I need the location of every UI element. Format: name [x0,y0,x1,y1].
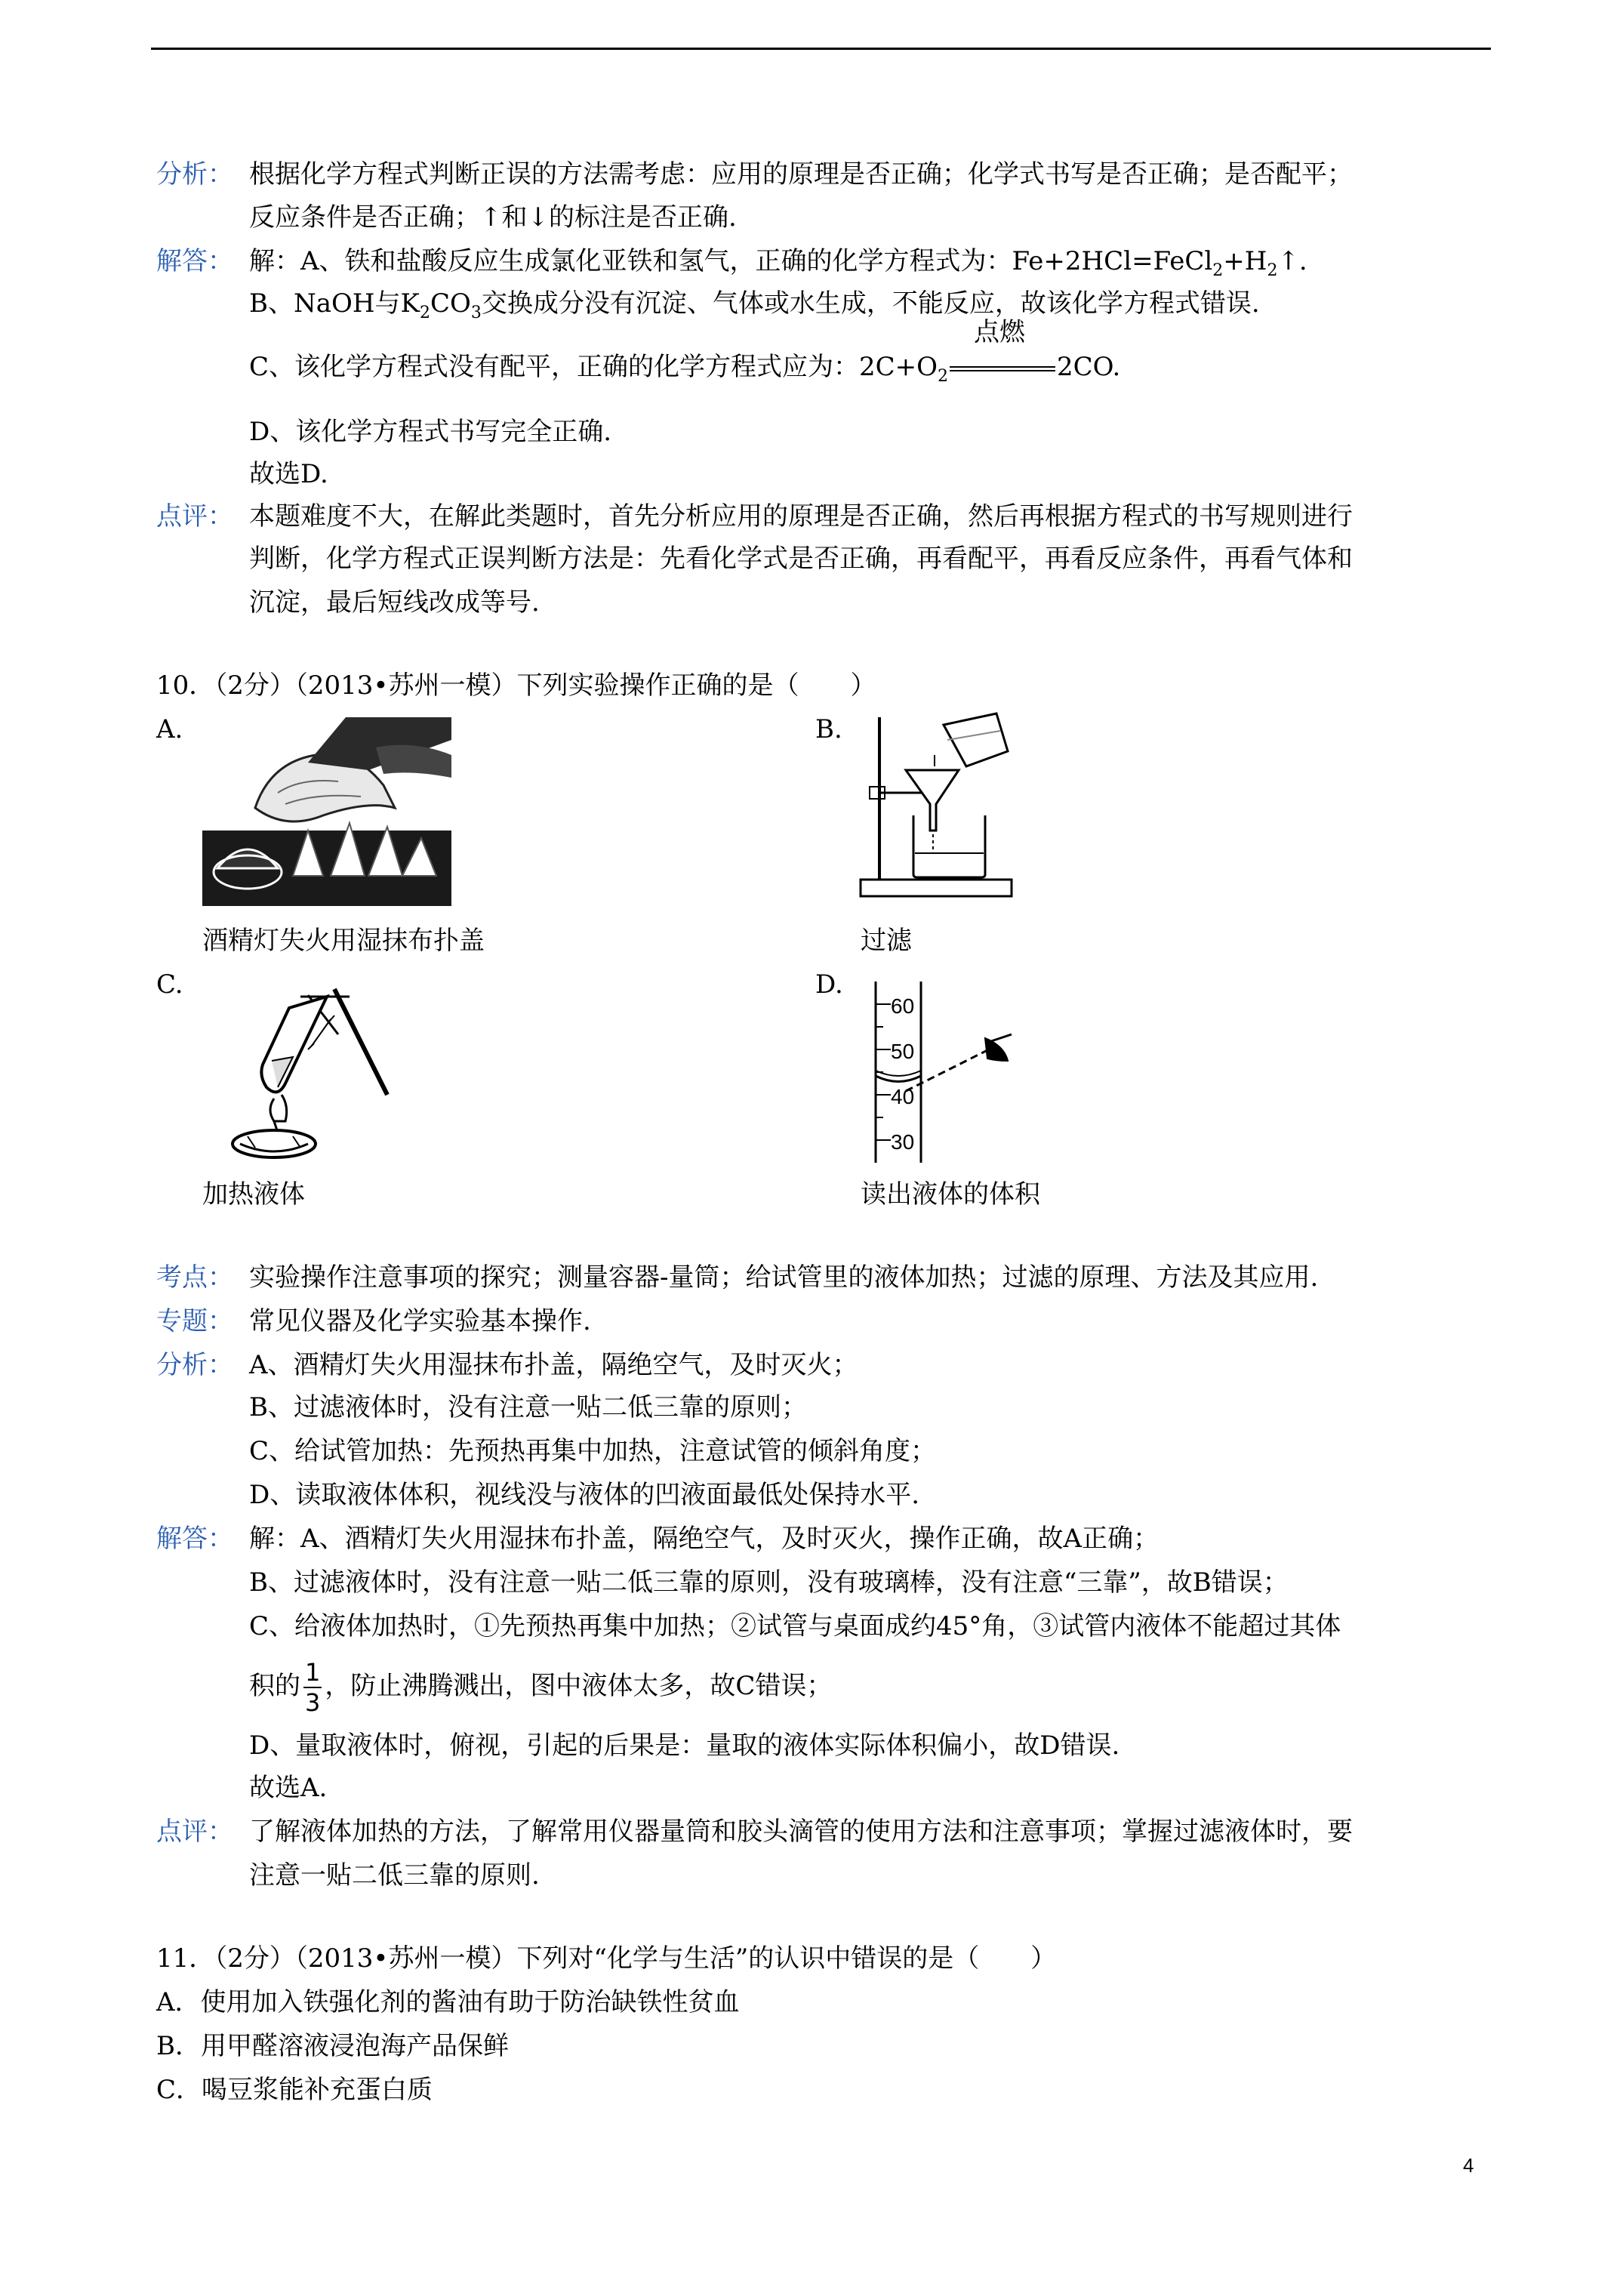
q10-question: 10．（2分）（2013•苏州一模）下列实验操作正确的是（ ） [156,670,876,701]
q10-option-c-label: C. [156,969,183,1000]
q9-choose: 故选D. [249,459,328,489]
q10-caption-c: 加热液体 [202,1179,305,1210]
q10-caption-d: 读出液体的体积 [861,1179,1040,1210]
page-number: 4 [1463,2154,1474,2177]
q9-answer-c: C、该化学方程式没有配平，正确的化学方程式应为：$2C+O_2$ 点燃 2CO. [249,317,1121,386]
q10-answer-b: B、过滤液体时，没有注意一贴二低三靠的原则，没有玻璃棒，没有注意“三靠”，故B错误； [249,1567,1289,1598]
q10-topic: 实验操作注意事项的探究；测量容器-量筒；给试管里的液体加热；过滤的原理、方法及其应用. [249,1262,1319,1293]
q10-comment-line1: 了解液体加热的方法，了解常用仪器量筒和胶头滴管的使用方法和注意事项；掌握过滤液体时，要 [249,1817,1353,1847]
header-rule [151,48,1491,50]
reaction-condition: 点燃 [950,350,1055,384]
q11-question: 11．（2分）（2013•苏州一模）下列对“化学与生活”的认识中错误的是（ ） [156,1943,1057,1974]
special-label: 专题： [156,1306,233,1336]
q10-special: 常见仪器及化学实验基本操作. [249,1306,591,1336]
one-third-fraction: $\frac{1}{3}$ [305,1658,321,1717]
q10-option-a-label: A. [156,714,183,744]
q10-analysis-d: D、读取液体体积，视线没与液体的凹液面最低处保持水平. [249,1480,920,1510]
q9-analysis-line1: 根据化学方程式判断正误的方法需考虑：应用的原理是否正确；化学式书写是否正确；是否配平； [249,159,1353,190]
graduated-cylinder-figure [861,974,1034,1170]
q10-option-b-label: B. [815,714,842,744]
q10-answer-a: 解：A、酒精灯失火用湿抹布扑盖，隔绝空气，及时灭火，操作正确，故A正确； [249,1524,1160,1554]
q11-option-a: A．使用加入铁强化剂的酱油有助于防治缺铁性贫血 [156,1987,740,2017]
q9-answer-b: B、NaOH与$K_2CO_3$交换成分没有沉淀、气体或水生成，不能反应，故该化学方程式错误. [249,288,1260,322]
q10-analysis-c: C、给试管加热：先预热再集中加热，注意试管的倾斜角度； [249,1436,937,1466]
answer-label: 解答： [156,246,233,276]
cylinder-tick-label: 60 [891,994,915,1018]
q9-answer-d: D、该化学方程式书写完全正确. [249,417,612,447]
q10-caption-b: 过滤 [861,926,912,956]
q9-comment-line3: 沉淀，最后短线改成等号. [249,587,540,618]
q11-option-b: B．用甲醛溶液浸泡海产品保鲜 [156,2031,509,2061]
analysis-label: 分析： [156,159,233,190]
answer-label: 解答： [156,1524,233,1554]
q10-analysis-a: A、酒精灯失火用湿抹布扑盖，隔绝空气，及时灭火； [249,1350,858,1380]
q9-analysis-line2: 反应条件是否正确；↑和↓的标注是否正确. [249,202,737,233]
comment-label: 点评： [156,501,233,532]
filtration-figure [853,710,1027,906]
topic-label: 考点： [156,1262,233,1293]
q10-answer-c1: C、给液体加热时，①先预热再集中加热；②试管与桌面成约45°角，③试管内液体不能超过其体 [249,1611,1341,1641]
q10-comment-line2: 注意一贴二低三靠的原则. [249,1860,540,1891]
cylinder-tick-label: 30 [891,1130,915,1154]
q11-option-c: C．喝豆浆能补充蛋白质 [156,2075,433,2105]
q10-choose: 故选A. [249,1773,328,1803]
cylinder-tick-label: 50 [891,1040,915,1063]
q10-answer-d: D、量取液体时，俯视，引起的后果是：量取的液体实际体积偏小，故D错误. [249,1730,1120,1761]
q9-comment-line1: 本题难度不大，在解此类题时，首先分析应用的原理是否正确，然后再根据方程式的书写规则进行 [249,501,1353,532]
q10-answer-c2: 积的 $\frac{1}{3}$ ，防止沸腾溅出，图中液体太多，故C错误； [249,1658,833,1717]
q9-comment-line2: 判断，化学方程式正误判断方法是：先看化学式是否正确，再看配平，再看反应条件，再看气体和 [249,544,1353,574]
heating-test-tube-figure [202,974,399,1163]
alcohol-lamp-fire-figure [202,717,451,906]
q9-answer-a: 解：A、铁和盐酸反应生成氯化亚铁和氢气，正确的化学方程式为：$Fe+2HCl=FeCl_2+H_2↑$. [249,246,1307,280]
analysis-label: 分析： [156,1350,233,1380]
comment-label: 点评： [156,1817,233,1847]
q10-analysis-b: B、过滤液体时，没有注意一贴二低三靠的原则； [249,1392,807,1422]
q10-caption-a: 酒精灯失火用湿抹布扑盖 [202,926,485,956]
q10-option-d-label: D. [815,969,843,1000]
cylinder-tick-label: 40 [891,1085,915,1108]
